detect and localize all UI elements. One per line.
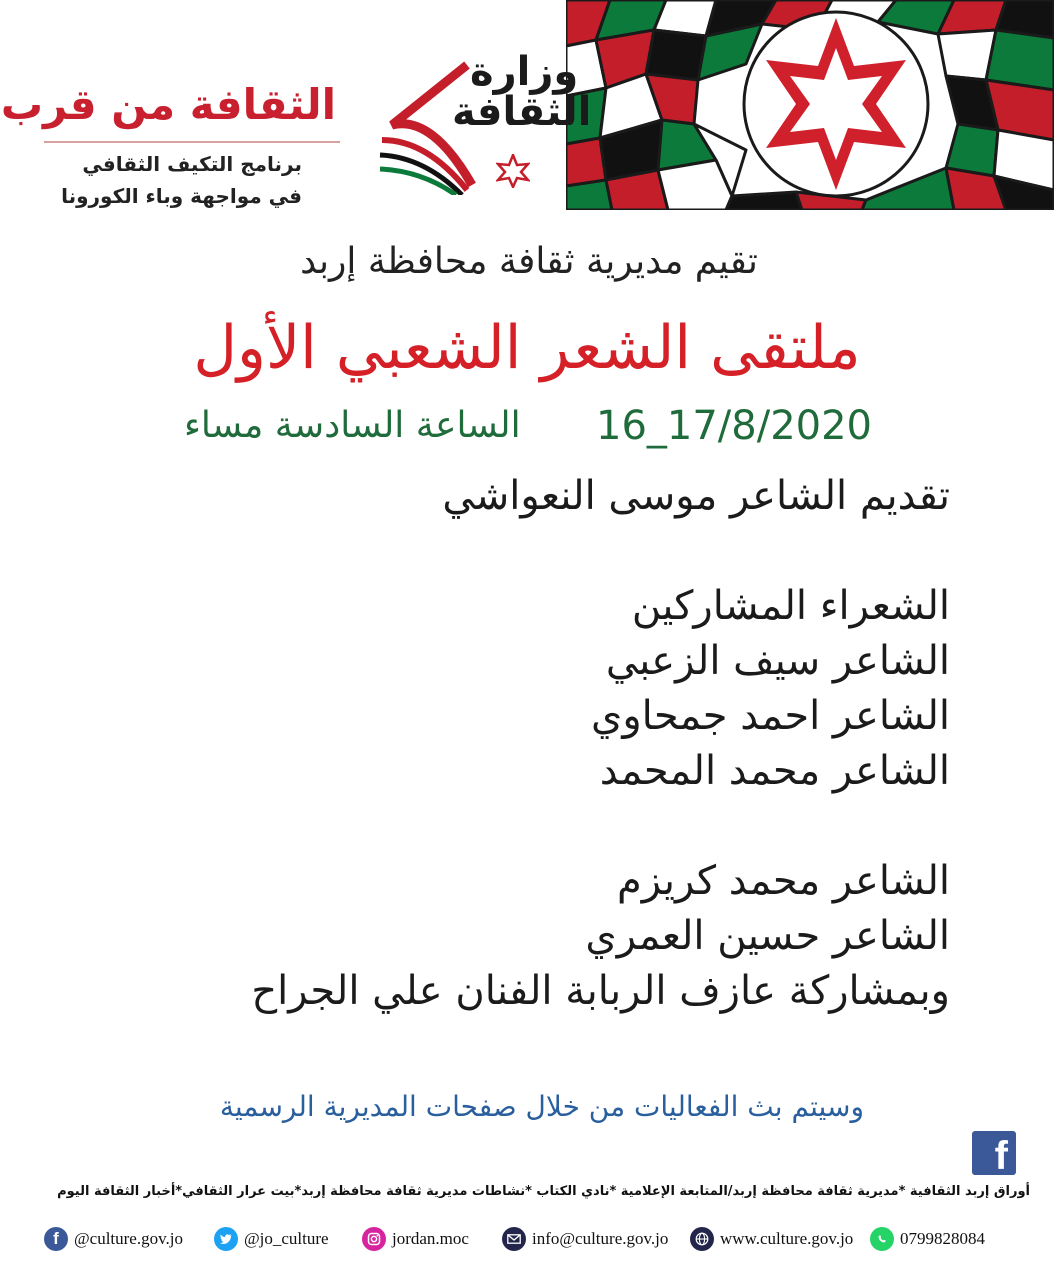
event-title: ملتقى الشعر الشعبي الأول	[193, 313, 861, 383]
facebook-icon[interactable]: f	[972, 1131, 1016, 1175]
poet-list-item: الشاعر سيف الزعبي	[605, 638, 950, 684]
poet-list-item: الشاعر احمد جمحاوي	[591, 693, 950, 739]
contact-email[interactable]	[502, 1224, 668, 1254]
instagram-icon	[362, 1227, 386, 1251]
slogan-divider	[44, 141, 340, 143]
whatsapp-icon	[870, 1227, 894, 1251]
event-date: 16_17/8/2020	[596, 403, 872, 449]
presenter-line: تقديم الشاعر موسى النعواشي	[442, 473, 950, 519]
contact-facebook[interactable]	[44, 1224, 183, 1254]
ministry-name-line-2: الثقافة	[452, 89, 592, 135]
flag-mosaic-banner	[566, 0, 1054, 210]
contact-phone-label: 0799828084	[900, 1229, 985, 1248]
poet-list-item: الشاعر حسين العمري	[585, 913, 950, 959]
poet-list-item: الشاعر محمد كريزم	[617, 858, 950, 904]
contact-email-label: info@culture.gov.jo	[532, 1229, 669, 1248]
contact-twitter[interactable]	[214, 1224, 329, 1254]
ministry-name-line-1: وزارة	[470, 49, 579, 95]
globe-icon	[690, 1227, 714, 1251]
contact-phone[interactable]	[870, 1224, 985, 1254]
facebook-icon: f	[44, 1227, 68, 1251]
slogan-subtitle-line-1: برنامج التكيف الثقافي	[82, 152, 302, 176]
poet-list-item: الشاعر محمد المحمد	[599, 748, 950, 794]
musician-line: وبمشاركة عازف الربابة الفنان علي الجراح	[251, 968, 950, 1014]
facebook-pages-list: أوراق إربد الثقافية *مديرية ثقافة محافظة إربد/المتابعة الإعلامية *نادي الكتاب *نشاطات مديرية ثقافة محافظة إربد*بيت عرار الثقافي*أخبار الثقافة اليوم	[57, 1184, 1030, 1199]
jordan-star-icon	[496, 154, 530, 188]
organizer-line: تقيم مديرية ثقافة محافظة إربد	[300, 241, 758, 282]
participants-heading: الشعراء المشاركين	[631, 583, 950, 629]
contact-twitter-label: @jo_culture	[244, 1229, 329, 1248]
slogan-subtitle-line-2: في مواجهة وباء الكورونا	[61, 184, 302, 208]
twitter-icon	[214, 1227, 238, 1251]
contact-instagram-label: jordan.moc	[392, 1229, 469, 1248]
contact-row	[44, 1224, 1034, 1254]
event-time: الساعة السادسة مساء	[184, 405, 521, 446]
contact-facebook-label: @culture.gov.jo	[74, 1229, 183, 1248]
contact-website[interactable]	[690, 1224, 853, 1254]
date-time-row	[180, 404, 880, 454]
contact-instagram[interactable]	[362, 1224, 469, 1254]
email-icon	[502, 1227, 526, 1251]
slogan-title: الثقافة من قرب	[0, 80, 336, 129]
broadcast-note: وسيتم بث الفعاليات من خلال صفحات المديرية الرسمية	[219, 1090, 864, 1123]
contact-website-label: www.culture.gov.jo	[720, 1229, 854, 1248]
